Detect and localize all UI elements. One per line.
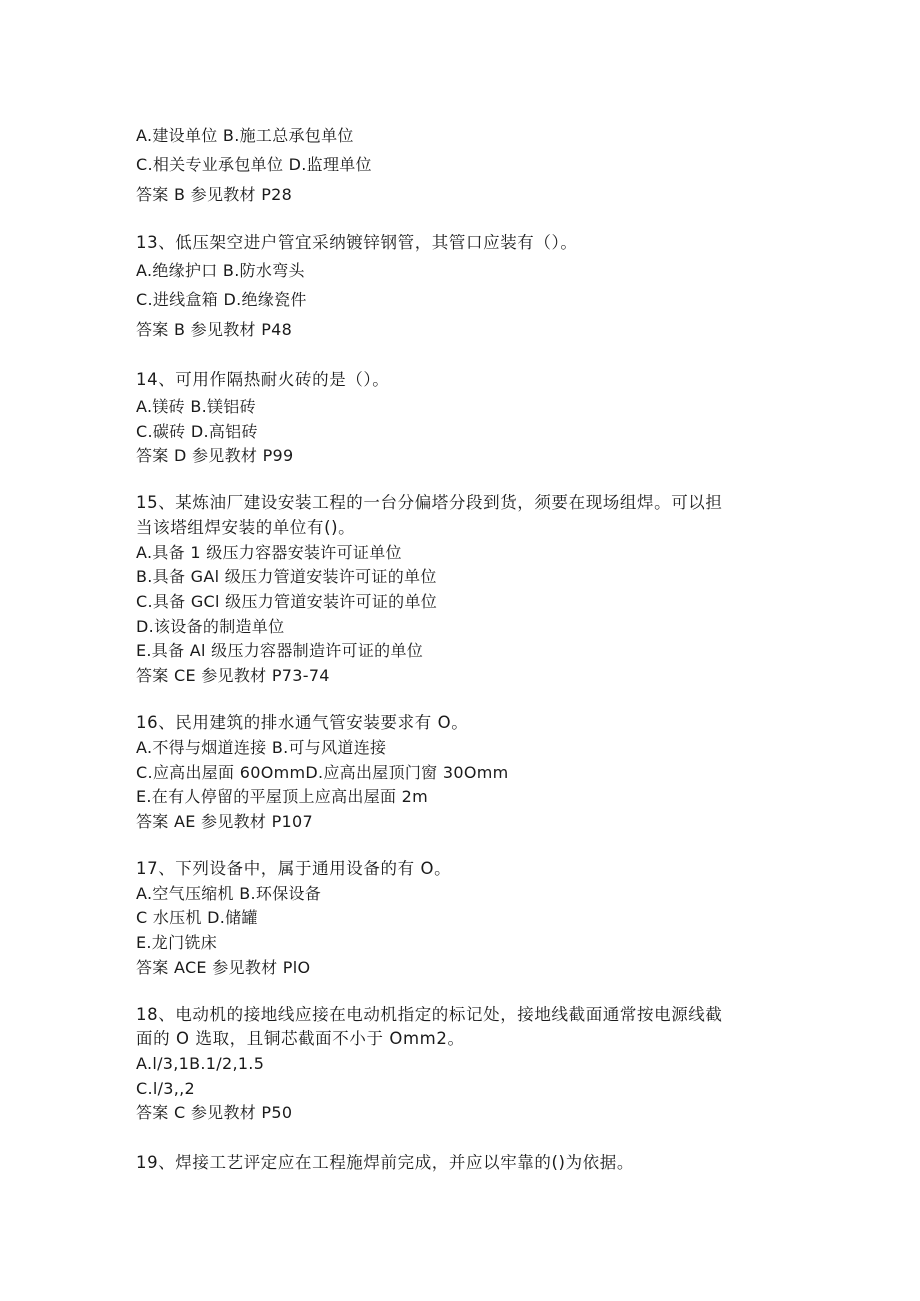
question-16: 16、民用建筑的排水通气管安装要求有 O。 [136,713,469,732]
option-line: E.龙门铣床 [136,933,217,952]
answer-line: 答案 ACE 参见教材 PlO [136,958,311,977]
question-18-cont: 面的 O 选取，且铜芯截面不小于 Omm2。 [136,1029,465,1048]
option-line: C.碳砖 D.高铝砖 [136,422,258,441]
option-line: C.相关专业承包单位 D.监理单位 [136,155,372,174]
answer-line: 答案 CE 参见教材 P73-74 [136,666,330,685]
answer-line: 答案 C 参见教材 P50 [136,1103,293,1122]
question-17: 17、下列设备中，属于通用设备的有 O。 [136,859,452,878]
option-line: B.具备 GAl 级压力管道安装许可证的单位 [136,567,437,586]
option-line: E.具备 Al 级压力容器制造许可证的单位 [136,641,424,660]
question-15-cont: 当该塔组焊安装的单位有()。 [136,518,356,537]
option-line: D.该设备的制造单位 [136,617,285,636]
question-14: 14、可用作隔热耐火砖的是（）。 [136,370,390,389]
question-19: 19、焊接工艺评定应在工程施焊前完成，并应以牢靠的()为依据。 [136,1153,634,1172]
option-line: A.空气压缩机 B.环保设备 [136,884,322,903]
option-line: A.镁砖 B.镁铝砖 [136,397,256,416]
option-line: C 水压机 D.储罐 [136,908,258,927]
option-line: A.绝缘护口 B.防水弯头 [136,261,305,280]
option-line: A.不得与烟道连接 B.可与风道连接 [136,738,387,757]
answer-line: 答案 D 参见教材 P99 [136,446,294,465]
option-line: C.具备 GCl 级压力管道安装许可证的单位 [136,592,438,611]
question-18: 18、电动机的接地线应接在电动机指定的标记处，接地线截面通常按电源线截 [136,1005,723,1024]
answer-line: 答案 B 参见教材 P48 [136,320,293,339]
answer-line: 答案 AE 参见教材 P107 [136,812,313,831]
option-line: C.进线盒箱 D.绝缘瓷件 [136,290,307,309]
option-line: A.l∕3,1B.1/2,1.5 [136,1054,265,1073]
question-13: 13、低压架空进户管宜采纳镀锌钢管，其管口应装有（）。 [136,233,578,252]
option-line: C.l∕3,,2 [136,1079,196,1098]
option-line: C.应高出屋面 60OmmD.应高出屋顶门窗 30Omm [136,763,509,782]
question-15: 15、某炼油厂建设安装工程的一台分偏塔分段到货，须要在现场组焊。可以担 [136,493,723,512]
option-line: A.具备 1 级压力容器安装许可证单位 [136,543,402,562]
answer-line: 答案 B 参见教材 P28 [136,185,293,204]
option-line: A.建设单位 B.施工总承包单位 [136,126,354,145]
option-line: E.在有人停留的平屋顶上应高出屋面 2m [136,787,429,806]
